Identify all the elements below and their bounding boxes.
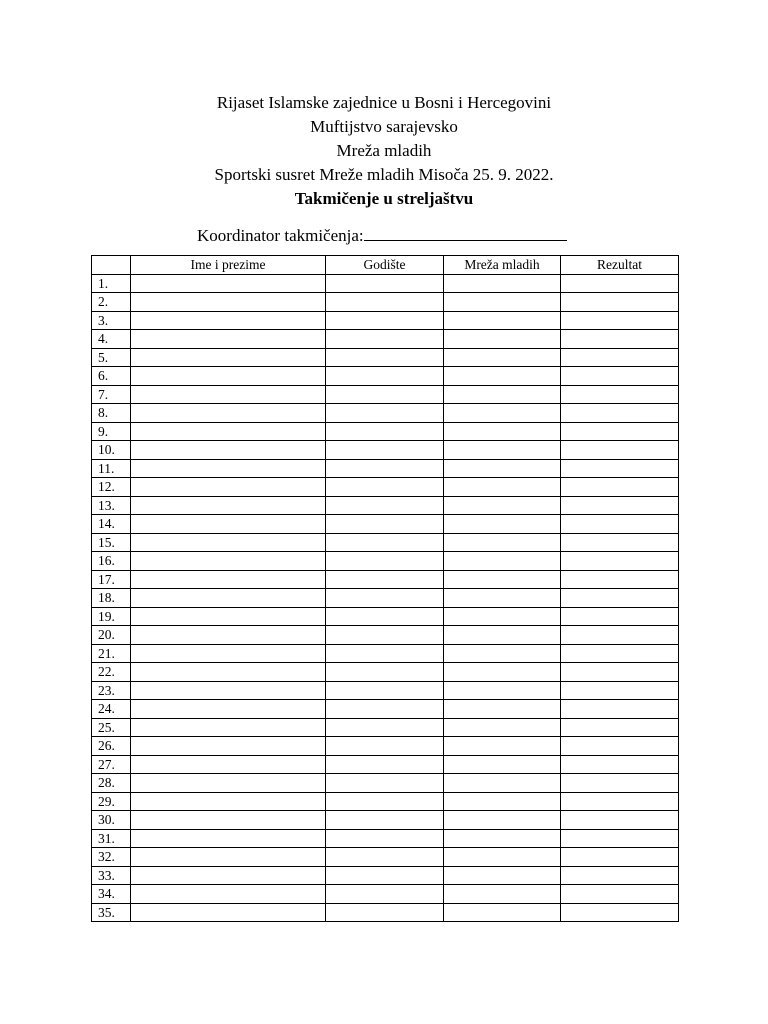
row-number: 13.: [92, 496, 131, 515]
name-cell[interactable]: [131, 533, 326, 552]
birth-year-cell[interactable]: [326, 774, 444, 793]
name-cell[interactable]: [131, 607, 326, 626]
row-number: 14.: [92, 515, 131, 534]
network-cell[interactable]: [444, 829, 561, 848]
muftiate-name: Muftijstvo sarajevsko: [310, 117, 458, 136]
result-cell[interactable]: [561, 293, 679, 312]
name-cell[interactable]: [131, 774, 326, 793]
table-body: [92, 274, 679, 922]
name-cell[interactable]: [131, 885, 326, 904]
table-row: [92, 441, 679, 460]
birth-year-cell[interactable]: [326, 385, 444, 404]
row-number: 19.: [92, 607, 131, 626]
result-cell[interactable]: [561, 755, 679, 774]
birth-year-cell[interactable]: [326, 718, 444, 737]
table-row: [92, 589, 679, 608]
table-row: [92, 311, 679, 330]
name-cell[interactable]: [131, 459, 326, 478]
network-cell[interactable]: [444, 607, 561, 626]
name-cell[interactable]: [131, 570, 326, 589]
result-cell[interactable]: [561, 311, 679, 330]
network-cell[interactable]: [444, 533, 561, 552]
network-cell[interactable]: [444, 589, 561, 608]
organization-name: Rijaset Islamske zajednice u Bosni i Hercegovini: [216, 93, 552, 112]
name-cell[interactable]: [131, 644, 326, 663]
birth-year-cell[interactable]: [326, 404, 444, 423]
row-number: 3.: [92, 311, 131, 330]
name-cell[interactable]: [131, 385, 326, 404]
birth-year-cell[interactable]: [326, 700, 444, 719]
birth-year-cell[interactable]: [326, 533, 444, 552]
event-name: Sportski susret Mreže mladih Misoča 25. 9. 2022.: [214, 165, 554, 184]
row-number: 16.: [92, 552, 131, 571]
row-number: 17.: [92, 570, 131, 589]
result-cell[interactable]: [561, 700, 679, 719]
name-cell[interactable]: [131, 681, 326, 700]
result-cell[interactable]: [561, 552, 679, 571]
network-cell[interactable]: [444, 663, 561, 682]
birth-year-cell[interactable]: [326, 496, 444, 515]
row-number: 8.: [92, 404, 131, 423]
table-row: [92, 552, 679, 571]
birth-year-cell[interactable]: [326, 422, 444, 441]
name-cell[interactable]: [131, 274, 326, 293]
name-cell[interactable]: [131, 848, 326, 867]
birth-year-cell[interactable]: [326, 663, 444, 682]
result-cell[interactable]: [561, 644, 679, 663]
name-cell[interactable]: [131, 737, 326, 756]
network-cell[interactable]: [444, 274, 561, 293]
result-cell[interactable]: [561, 663, 679, 682]
coordinator-blank: [364, 222, 567, 241]
participants-table: [91, 255, 679, 922]
result-cell[interactable]: [561, 478, 679, 497]
result-cell[interactable]: [561, 903, 679, 922]
row-number: 24.: [92, 700, 131, 719]
table-row: [92, 533, 679, 552]
network-cell[interactable]: [444, 367, 561, 386]
network-cell[interactable]: [444, 552, 561, 571]
birth-year-cell[interactable]: [326, 811, 444, 830]
name-cell[interactable]: [131, 367, 326, 386]
row-number: 12.: [92, 478, 131, 497]
name-cell[interactable]: [131, 441, 326, 460]
row-number: 9.: [92, 422, 131, 441]
result-cell[interactable]: [561, 441, 679, 460]
result-cell[interactable]: [561, 589, 679, 608]
table-row: [92, 774, 679, 793]
network-cell[interactable]: [444, 330, 561, 349]
row-number: 5.: [92, 348, 131, 367]
table-row: [92, 404, 679, 423]
header-name: Ime i prezime: [131, 256, 326, 275]
table-row: [92, 293, 679, 312]
birth-year-cell[interactable]: [326, 478, 444, 497]
table-row: [92, 737, 679, 756]
table-row: [92, 755, 679, 774]
coordinator-label: Koordinator takmičenja:: [197, 226, 364, 245]
birth-year-cell[interactable]: [326, 903, 444, 922]
network-cell[interactable]: [444, 496, 561, 515]
network-cell[interactable]: [444, 903, 561, 922]
network-cell[interactable]: [444, 626, 561, 645]
coordinator-line: [197, 222, 567, 248]
row-number: 1.: [92, 274, 131, 293]
result-cell[interactable]: [561, 515, 679, 534]
name-cell[interactable]: [131, 422, 326, 441]
name-cell[interactable]: [131, 792, 326, 811]
birth-year-cell[interactable]: [326, 348, 444, 367]
row-number: 26.: [92, 737, 131, 756]
header-result: Rezultat: [561, 256, 679, 275]
network-cell[interactable]: [444, 385, 561, 404]
birth-year-cell[interactable]: [326, 866, 444, 885]
name-cell[interactable]: [131, 755, 326, 774]
birth-year-cell[interactable]: [326, 848, 444, 867]
result-cell[interactable]: [561, 792, 679, 811]
row-number: 31.: [92, 829, 131, 848]
name-cell[interactable]: [131, 829, 326, 848]
network-cell[interactable]: [444, 441, 561, 460]
row-number: 23.: [92, 681, 131, 700]
row-number: 34.: [92, 885, 131, 904]
table-row: [92, 848, 679, 867]
result-cell[interactable]: [561, 570, 679, 589]
header-number: [92, 256, 131, 275]
table-row: [92, 385, 679, 404]
network-cell[interactable]: [444, 848, 561, 867]
row-number: 27.: [92, 755, 131, 774]
header-birth-year: Godište: [326, 256, 444, 275]
table-row: [92, 367, 679, 386]
network-cell[interactable]: [444, 737, 561, 756]
network-cell[interactable]: [444, 644, 561, 663]
competition-title: Takmičenje u streljaštvu: [294, 189, 474, 208]
network-cell[interactable]: [444, 311, 561, 330]
network-cell[interactable]: [444, 515, 561, 534]
name-cell[interactable]: [131, 700, 326, 719]
table-row: [92, 718, 679, 737]
table-header-row: [92, 256, 679, 275]
row-number: 29.: [92, 792, 131, 811]
network-cell[interactable]: [444, 570, 561, 589]
network-cell[interactable]: [444, 700, 561, 719]
network-cell[interactable]: [444, 811, 561, 830]
result-cell[interactable]: [561, 681, 679, 700]
row-number: 4.: [92, 330, 131, 349]
birth-year-cell[interactable]: [326, 367, 444, 386]
name-cell[interactable]: [131, 404, 326, 423]
row-number: 35.: [92, 903, 131, 922]
name-cell[interactable]: [131, 626, 326, 645]
row-number: 32.: [92, 848, 131, 867]
network-cell[interactable]: [444, 774, 561, 793]
table-row: [92, 515, 679, 534]
result-cell[interactable]: [561, 533, 679, 552]
birth-year-cell[interactable]: [326, 644, 444, 663]
header-network: Mreža mladih: [444, 256, 561, 275]
birth-year-cell[interactable]: [326, 570, 444, 589]
result-cell[interactable]: [561, 367, 679, 386]
network-cell[interactable]: [444, 718, 561, 737]
document-header: [0, 91, 768, 211]
birth-year-cell[interactable]: [326, 311, 444, 330]
result-cell[interactable]: [561, 885, 679, 904]
result-cell[interactable]: [561, 348, 679, 367]
name-cell[interactable]: [131, 718, 326, 737]
result-cell[interactable]: [561, 848, 679, 867]
result-cell[interactable]: [561, 459, 679, 478]
row-number: 11.: [92, 459, 131, 478]
birth-year-cell[interactable]: [326, 626, 444, 645]
name-cell[interactable]: [131, 811, 326, 830]
table-row: [92, 792, 679, 811]
birth-year-cell[interactable]: [326, 552, 444, 571]
name-cell[interactable]: [131, 330, 326, 349]
birth-year-cell[interactable]: [326, 607, 444, 626]
table-row: [92, 422, 679, 441]
result-cell[interactable]: [561, 626, 679, 645]
network-cell[interactable]: [444, 792, 561, 811]
result-cell[interactable]: [561, 385, 679, 404]
table-row: [92, 570, 679, 589]
row-number: 15.: [92, 533, 131, 552]
network-cell[interactable]: [444, 681, 561, 700]
network-cell[interactable]: [444, 885, 561, 904]
row-number: 28.: [92, 774, 131, 793]
row-number: 2.: [92, 293, 131, 312]
name-cell[interactable]: [131, 478, 326, 497]
birth-year-cell[interactable]: [326, 885, 444, 904]
name-cell[interactable]: [131, 552, 326, 571]
birth-year-cell[interactable]: [326, 755, 444, 774]
name-cell[interactable]: [131, 515, 326, 534]
result-cell[interactable]: [561, 496, 679, 515]
table-row: [92, 681, 679, 700]
result-cell[interactable]: [561, 866, 679, 885]
network-cell[interactable]: [444, 459, 561, 478]
row-number: 22.: [92, 663, 131, 682]
result-cell[interactable]: [561, 330, 679, 349]
name-cell[interactable]: [131, 496, 326, 515]
table-row: [92, 663, 679, 682]
table-row: [92, 903, 679, 922]
table-row: [92, 478, 679, 497]
birth-year-cell[interactable]: [326, 681, 444, 700]
result-cell[interactable]: [561, 404, 679, 423]
table-row: [92, 330, 679, 349]
name-cell[interactable]: [131, 589, 326, 608]
table-row: [92, 885, 679, 904]
birth-year-cell[interactable]: [326, 737, 444, 756]
birth-year-cell[interactable]: [326, 792, 444, 811]
birth-year-cell[interactable]: [326, 441, 444, 460]
network-cell[interactable]: [444, 348, 561, 367]
row-number: 30.: [92, 811, 131, 830]
name-cell[interactable]: [131, 903, 326, 922]
network-cell[interactable]: [444, 478, 561, 497]
birth-year-cell[interactable]: [326, 330, 444, 349]
table-row: [92, 811, 679, 830]
row-number: 7.: [92, 385, 131, 404]
network-cell[interactable]: [444, 404, 561, 423]
result-cell[interactable]: [561, 811, 679, 830]
name-cell[interactable]: [131, 348, 326, 367]
result-cell[interactable]: [561, 737, 679, 756]
birth-year-cell[interactable]: [326, 274, 444, 293]
name-cell[interactable]: [131, 663, 326, 682]
row-number: 10.: [92, 441, 131, 460]
birth-year-cell[interactable]: [326, 589, 444, 608]
birth-year-cell[interactable]: [326, 459, 444, 478]
table-row: [92, 866, 679, 885]
network-name: Mreža mladih: [336, 141, 432, 160]
result-cell[interactable]: [561, 774, 679, 793]
birth-year-cell[interactable]: [326, 829, 444, 848]
result-cell[interactable]: [561, 274, 679, 293]
row-number: 20.: [92, 626, 131, 645]
table-row: [92, 274, 679, 293]
network-cell[interactable]: [444, 293, 561, 312]
row-number: 21.: [92, 644, 131, 663]
name-cell[interactable]: [131, 311, 326, 330]
result-cell[interactable]: [561, 718, 679, 737]
table-row: [92, 496, 679, 515]
table-row: [92, 607, 679, 626]
network-cell[interactable]: [444, 866, 561, 885]
row-number: 18.: [92, 589, 131, 608]
table-row: [92, 626, 679, 645]
table-row: [92, 644, 679, 663]
result-cell[interactable]: [561, 422, 679, 441]
table-row: [92, 829, 679, 848]
table-row: [92, 348, 679, 367]
name-cell[interactable]: [131, 866, 326, 885]
row-number: 33.: [92, 866, 131, 885]
result-cell[interactable]: [561, 607, 679, 626]
result-cell[interactable]: [561, 829, 679, 848]
table-row: [92, 700, 679, 719]
birth-year-cell[interactable]: [326, 293, 444, 312]
birth-year-cell[interactable]: [326, 515, 444, 534]
row-number: 6.: [92, 367, 131, 386]
table-row: [92, 459, 679, 478]
network-cell[interactable]: [444, 755, 561, 774]
name-cell[interactable]: [131, 293, 326, 312]
network-cell[interactable]: [444, 422, 561, 441]
row-number: 25.: [92, 718, 131, 737]
